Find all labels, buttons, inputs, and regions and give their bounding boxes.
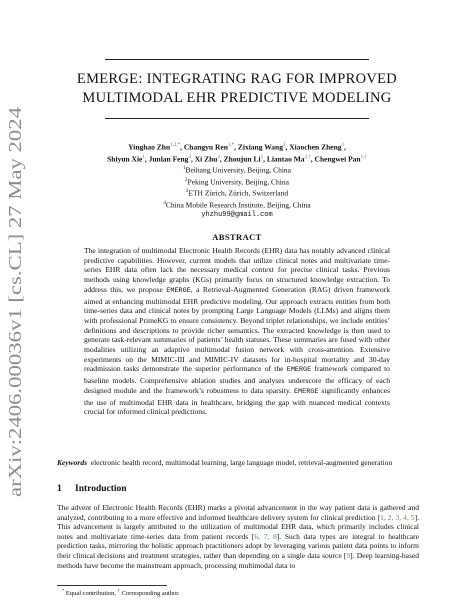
framework-name: EMERGE — [293, 387, 319, 396]
keywords-line — [57, 458, 419, 468]
author-name: Liantao Ma — [266, 154, 305, 163]
citation-link[interactable]: 9 — [346, 550, 351, 560]
affiliation-list — [60, 164, 414, 210]
author-name: Zixiang Wang — [237, 142, 283, 152]
affiliation — [60, 176, 414, 188]
affiliation-text: ETH Zürich, Zürich, Switzerland — [188, 188, 289, 198]
author-affiliation-mark[interactable]: 2 — [282, 143, 286, 148]
contact-email[interactable]: yhzhu99@gmail.com — [201, 211, 273, 219]
footnote-dagger-text: Corresponding author. — [119, 590, 180, 598]
footnote-rule — [57, 585, 167, 586]
footnote-star-text: Equal contribution, — [64, 590, 118, 598]
arxiv-stamp-text: arXiv:2406.00036v1 [cs.CL] 27 May 2024 — [5, 196, 25, 497]
author-affiliation-mark[interactable]: 1,† — [360, 154, 367, 160]
author-list: Yinghao Zhu$^{1,2,*}$, Changyu Ren$^{1,*}$, Zixiang Wang$^2$, Xiaochen Zheng$^3$, Shiyun Xie$^1$, Junlan Feng$^4$, Xi Zhu$^4$, Zhoujun Li$^1$, Liantao $Ma^{2,\dagger}$, Chengwei Pan$^{1,\dagger}$ — [107, 142, 367, 163]
affiliation-mark: 3 — [185, 189, 189, 194]
body-text: ]. Such data types are integral to healthcare prediction tasks, mirroring the holistic approach practitioners adopt by leveraging various patient data points to inform their clinical decisions and treatment strategies, rather than depending on a single data source [ — [57, 531, 419, 560]
body-text: ]. This advancement is largely attributed to the utilization of multimodal EHR data, which primarily includes clinical notes and multivariate time-series data from patient records [ — [57, 512, 419, 541]
author-name: Xi Zhu — [194, 154, 218, 163]
affiliation — [60, 187, 414, 199]
body-text: framework compared to baseline models. Comprehensive ablation studies and analyses underscore the efficacy of each designed module and the framework’s robustness to data sparsity. — [84, 364, 390, 395]
body-text: The advent of Electronic Health Records (EHR) marks a pivotal advancement in the way patient data is gathered and analyzed, contributing to a more effective and informed healthcare delivery system for clinical prediction [ — [57, 503, 419, 522]
title-line-1: EMERGE: INTEGRATING RAG FOR IMPROVED — [76, 71, 398, 87]
author-affiliation-mark[interactable]: 4 — [188, 154, 191, 160]
affiliation-text: Beihang University, Beijing, China — [185, 165, 292, 175]
section-title: Introduction — [75, 484, 127, 494]
affiliation-mark: 4 — [163, 200, 166, 206]
author-affiliation-mark[interactable]: 1,2,* — [170, 143, 181, 148]
framework-name: EMERGE — [166, 286, 191, 295]
framework-name: EMERGE — [286, 366, 312, 375]
author-affiliation-mark[interactable]: 1 — [142, 154, 145, 160]
body-text: , a Retrieval-Augmented Generation (RAG) driven framework aimed at enhancing multimodal EHR predictive modeling. Our approach extracts entities from both time-series data and clinical notes by prompting Large Language Models (LLMs) and aligns them with professional PrimeKG to ensure consistency. Beyond triplet relationships, we include entities’ definitions and descriptions to provide richer semantics. The extracted knowledge is then used to generate task-relevant summaries of patients’ health statuses. These summaries are fused with other modalities utilizing an adaptive multimodal fusion network with cross-attention. Extensive experiments on the MIMIC-III and MIMIC-IV datasets for in-hospital mortality and 30-day readmission tasks demonstrate the superior performance of the — [84, 284, 390, 374]
author-name: Xiaochen Zheng — [289, 142, 342, 152]
author-affiliation-mark[interactable]: 1,* — [227, 143, 235, 148]
author-name: Junlan Feng — [148, 154, 189, 163]
author-name: Changyu Ren — [183, 142, 228, 152]
section-heading — [57, 484, 127, 494]
footnote — [62, 588, 180, 597]
footnote-star-mark: * — [62, 588, 65, 593]
keywords-text: electronic health record, multimodal learning, large language model, retrieval-augmented generation — [90, 458, 393, 467]
body-text: The integration of multimodal Electronic Health Records (EHR) data has notably advanced clinical predictive capabilities. However, current models that utilize clinical notes and multivariate time-series EHR data often lack the necessary medical context for precise clinical tasks. Previous methods using knowledge graphs (KGs) primarily focus on structured knowledge extraction. To address this, we propose — [84, 246, 390, 294]
author-affiliation-mark[interactable]: 4 — [217, 154, 220, 160]
author-block — [60, 141, 414, 220]
author-name: Chengwei Pan — [314, 154, 361, 163]
author-affiliation-mark[interactable]: 2,† — [304, 154, 311, 160]
keywords-label: Keywords — [57, 458, 87, 467]
title-rule-bottom — [105, 118, 369, 119]
author-affiliation-mark[interactable]: 1 — [260, 154, 264, 160]
affiliation — [60, 164, 414, 176]
footnote-dagger-mark: † — [117, 588, 120, 593]
intro-paragraph — [57, 503, 419, 570]
section-number: 1 — [57, 484, 62, 494]
affiliation-text: China Mobile Research Institute, Beijing, China — [165, 200, 311, 209]
author-affiliation-mark[interactable]: 3 — [341, 143, 345, 148]
paper-title — [60, 70, 414, 108]
author-name: Shiyun Xie — [107, 154, 143, 163]
citation-link[interactable]: 1, 2, 3, 4, 5 — [380, 512, 415, 522]
affiliation-mark: 1 — [182, 166, 186, 171]
author-name: Zhoujun Li — [223, 154, 261, 163]
body-text: significantly enhances the use of multimodal EHR data in healthcare, bridging the gap with nuanced medical contexts crucial for informed clinical predictions. — [84, 385, 390, 417]
arxiv-stamp — [2, 105, 28, 500]
affiliation — [60, 199, 414, 211]
title-rule-top — [105, 59, 369, 60]
abstract-body — [84, 246, 390, 417]
author-name: Yinghao Zhu — [128, 142, 171, 152]
title-line-2: MULTIMODAL EHR PREDICTIVE MODELING — [82, 90, 392, 106]
affiliation-text: Peking University, Beijing, China — [187, 177, 289, 186]
citation-link[interactable]: 6, 7, 8 — [254, 531, 277, 541]
body-text: ]. Deep learning-based methods have become the mainstream approach, processing multimodal data to — [57, 550, 419, 570]
affiliation-mark: 2 — [185, 177, 188, 183]
abstract-heading: ABSTRACT — [212, 232, 262, 242]
